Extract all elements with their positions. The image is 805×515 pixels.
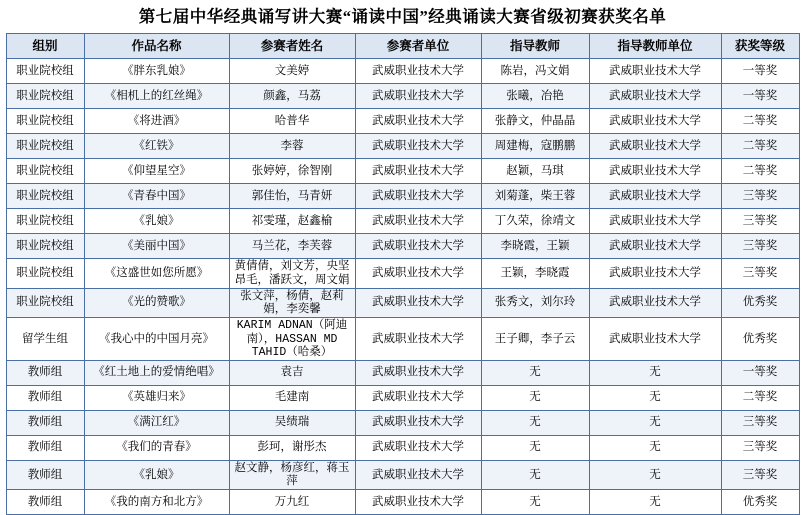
cell-r13-c2: 吴绩瑞 [229, 410, 355, 435]
cell-r4-c2: 张婷婷，徐智刚 [229, 159, 355, 184]
cell-r13-c5: 无 [589, 410, 721, 435]
cell-r3-c3: 武威职业技术大学 [355, 134, 481, 159]
cell-r0-c1: 《胖东乳娘》 [84, 59, 229, 84]
table-body [6, 59, 799, 515]
cell-r14-c6: 三等奖 [721, 435, 799, 460]
cell-r6-c2: 祁雯瑾，赵鑫榆 [229, 209, 355, 234]
cell-r16-c1: 《我的南方和北方》 [84, 490, 229, 515]
cell-r1-c0: 职业院校组 [6, 84, 84, 109]
cell-r15-c3: 武威职业技术大学 [355, 460, 481, 489]
cell-r15-c1: 《乳娘》 [84, 460, 229, 489]
cell-r7-c6: 三等奖 [721, 234, 799, 259]
column-header-4: 指导教师 [481, 34, 589, 59]
table-row [6, 109, 799, 134]
cell-r1-c1: 《相机上的红丝绳》 [84, 84, 229, 109]
column-header-6: 获奖等级 [721, 34, 799, 59]
table-row [6, 259, 799, 288]
cell-r6-c5: 武威职业技术大学 [589, 209, 721, 234]
cell-r14-c2: 彭珂，谢彤杰 [229, 435, 355, 460]
cell-r9-c5: 武威职业技术大学 [589, 288, 721, 317]
table-row [6, 209, 799, 234]
cell-r13-c4: 无 [481, 410, 589, 435]
cell-r8-c4: 王颖，李晓霞 [481, 259, 589, 288]
cell-r8-c1: 《这盛世如您所愿》 [84, 259, 229, 288]
cell-r1-c3: 武威职业技术大学 [355, 84, 481, 109]
cell-r14-c1: 《我们的青春》 [84, 435, 229, 460]
cell-r9-c1: 《光的赞歌》 [84, 288, 229, 317]
cell-r5-c6: 三等奖 [721, 184, 799, 209]
cell-r2-c6: 二等奖 [721, 109, 799, 134]
table-header [6, 34, 799, 59]
cell-r9-c2: 张文萍，杨倩，赵莉娟，李奕馨 [229, 288, 355, 317]
cell-r8-c2: 黄倩倩，刘文芳，央坚昂毛，潘跃文，周文娟 [229, 259, 355, 288]
cell-r12-c5: 无 [589, 385, 721, 410]
cell-r15-c0: 教师组 [6, 460, 84, 489]
cell-r5-c5: 武威职业技术大学 [589, 184, 721, 209]
cell-r13-c1: 《满江红》 [84, 410, 229, 435]
table-row [6, 360, 799, 385]
cell-r8-c3: 武威职业技术大学 [355, 259, 481, 288]
table-row [6, 234, 799, 259]
cell-r4-c6: 二等奖 [721, 159, 799, 184]
cell-r15-c5: 无 [589, 460, 721, 489]
cell-r9-c6: 优秀奖 [721, 288, 799, 317]
table-row [6, 490, 799, 515]
cell-r12-c6: 二等奖 [721, 385, 799, 410]
cell-r11-c0: 教师组 [6, 360, 84, 385]
column-header-3: 参赛者单位 [355, 34, 481, 59]
cell-r3-c5: 武威职业技术大学 [589, 134, 721, 159]
cell-r10-c5: 武威职业技术大学 [589, 318, 721, 361]
cell-r11-c1: 《红土地上的爱情绝唱》 [84, 360, 229, 385]
cell-r1-c4: 张曦，冶艳 [481, 84, 589, 109]
cell-r10-c4: 王子卿，李子云 [481, 318, 589, 361]
cell-r16-c3: 武威职业技术大学 [355, 490, 481, 515]
table-row [6, 288, 799, 317]
cell-r12-c2: 毛建南 [229, 385, 355, 410]
cell-r6-c4: 丁久荣，徐靖文 [481, 209, 589, 234]
cell-r7-c1: 《美丽中国》 [84, 234, 229, 259]
table-row [6, 435, 799, 460]
column-header-2: 参赛者姓名 [229, 34, 355, 59]
cell-r11-c5: 无 [589, 360, 721, 385]
cell-r16-c4: 无 [481, 490, 589, 515]
cell-r6-c3: 武威职业技术大学 [355, 209, 481, 234]
cell-r10-c3: 武威职业技术大学 [355, 318, 481, 361]
cell-r1-c2: 颜鑫，马荔 [229, 84, 355, 109]
cell-r14-c4: 无 [481, 435, 589, 460]
cell-r0-c0: 职业院校组 [6, 59, 84, 84]
cell-r12-c0: 教师组 [6, 385, 84, 410]
page-title: 第七届中华经典诵写讲大赛“诵读中国”经典诵读大赛省级初赛获奖名单 [138, 7, 667, 26]
cell-r8-c5: 武威职业技术大学 [589, 259, 721, 288]
table-row [6, 134, 799, 159]
award-list-table [6, 33, 800, 515]
cell-r3-c2: 李蓉 [229, 134, 355, 159]
table-row [6, 184, 799, 209]
cell-r9-c4: 张秀文，刘尔玲 [481, 288, 589, 317]
column-header-5: 指导教师单位 [589, 34, 721, 59]
cell-r10-c6: 优秀奖 [721, 318, 799, 361]
cell-r2-c3: 武威职业技术大学 [355, 109, 481, 134]
cell-r4-c0: 职业院校组 [6, 159, 84, 184]
cell-r13-c3: 武威职业技术大学 [355, 410, 481, 435]
cell-r3-c1: 《红铁》 [84, 134, 229, 159]
cell-r16-c5: 无 [589, 490, 721, 515]
cell-r4-c3: 武威职业技术大学 [355, 159, 481, 184]
cell-r0-c2: 文美婷 [229, 59, 355, 84]
cell-r2-c0: 职业院校组 [6, 109, 84, 134]
cell-r15-c6: 三等奖 [721, 460, 799, 489]
cell-r7-c5: 武威职业技术大学 [589, 234, 721, 259]
cell-r0-c4: 陈岩，冯文娟 [481, 59, 589, 84]
cell-r14-c0: 教师组 [6, 435, 84, 460]
cell-r14-c3: 武威职业技术大学 [355, 435, 481, 460]
cell-r5-c3: 武威职业技术大学 [355, 184, 481, 209]
table-row [6, 385, 799, 410]
cell-r4-c4: 赵颖，马琪 [481, 159, 589, 184]
cell-r2-c4: 张静文，仲晶晶 [481, 109, 589, 134]
cell-r12-c3: 武威职业技术大学 [355, 385, 481, 410]
cell-r10-c1: 《我心中的中国月亮》 [84, 318, 229, 361]
table-row [6, 159, 799, 184]
cell-r11-c2: 袁吉 [229, 360, 355, 385]
cell-r15-c4: 无 [481, 460, 589, 489]
cell-r5-c1: 《青春中国》 [84, 184, 229, 209]
cell-r6-c0: 职业院校组 [6, 209, 84, 234]
cell-r15-c2: 赵文静，杨彦红，蒋玉萍 [229, 460, 355, 489]
cell-r3-c6: 二等奖 [721, 134, 799, 159]
cell-r7-c4: 李晓霞，王颖 [481, 234, 589, 259]
cell-r3-c4: 周建梅，寇鹏鹏 [481, 134, 589, 159]
table-row [6, 59, 799, 84]
cell-r4-c1: 《仰望星空》 [84, 159, 229, 184]
cell-r10-c2: KARIM ADNAN（阿迪南），HASSAN MD TAHID（哈桑） [229, 318, 355, 361]
cell-r3-c0: 职业院校组 [6, 134, 84, 159]
cell-r7-c2: 马兰花，李芙蓉 [229, 234, 355, 259]
cell-r1-c6: 一等奖 [721, 84, 799, 109]
cell-r0-c3: 武威职业技术大学 [355, 59, 481, 84]
cell-r11-c3: 武威职业技术大学 [355, 360, 481, 385]
cell-r7-c0: 职业院校组 [6, 234, 84, 259]
cell-r12-c4: 无 [481, 385, 589, 410]
cell-r11-c6: 一等奖 [721, 360, 799, 385]
cell-r16-c6: 优秀奖 [721, 490, 799, 515]
cell-r13-c6: 三等奖 [721, 410, 799, 435]
cell-r13-c0: 教师组 [6, 410, 84, 435]
cell-r9-c0: 职业院校组 [6, 288, 84, 317]
cell-r6-c1: 《乳娘》 [84, 209, 229, 234]
cell-r5-c4: 刘菊蓬，柴王蓉 [481, 184, 589, 209]
cell-r10-c0: 留学生组 [6, 318, 84, 361]
cell-r0-c5: 武威职业技术大学 [589, 59, 721, 84]
table-row [6, 410, 799, 435]
cell-r9-c3: 武威职业技术大学 [355, 288, 481, 317]
cell-r12-c1: 《英雄归来》 [84, 385, 229, 410]
cell-r2-c5: 武威职业技术大学 [589, 109, 721, 134]
cell-r5-c2: 郭佳怡，马青妍 [229, 184, 355, 209]
cell-r2-c1: 《将进酒》 [84, 109, 229, 134]
cell-r2-c2: 哈普华 [229, 109, 355, 134]
cell-r7-c3: 武威职业技术大学 [355, 234, 481, 259]
cell-r14-c5: 无 [589, 435, 721, 460]
cell-r8-c0: 职业院校组 [6, 259, 84, 288]
cell-r8-c6: 三等奖 [721, 259, 799, 288]
table-header-row [6, 34, 799, 59]
cell-r16-c2: 万九红 [229, 490, 355, 515]
table-row [6, 318, 799, 361]
column-header-1: 作品名称 [84, 34, 229, 59]
table-row [6, 84, 799, 109]
column-header-0: 组别 [6, 34, 84, 59]
cell-r6-c6: 三等奖 [721, 209, 799, 234]
cell-r5-c0: 职业院校组 [6, 184, 84, 209]
cell-r16-c0: 教师组 [6, 490, 84, 515]
cell-r0-c6: 一等奖 [721, 59, 799, 84]
table-row [6, 460, 799, 489]
cell-r1-c5: 武威职业技术大学 [589, 84, 721, 109]
cell-r11-c4: 无 [481, 360, 589, 385]
cell-r4-c5: 武威职业技术大学 [589, 159, 721, 184]
